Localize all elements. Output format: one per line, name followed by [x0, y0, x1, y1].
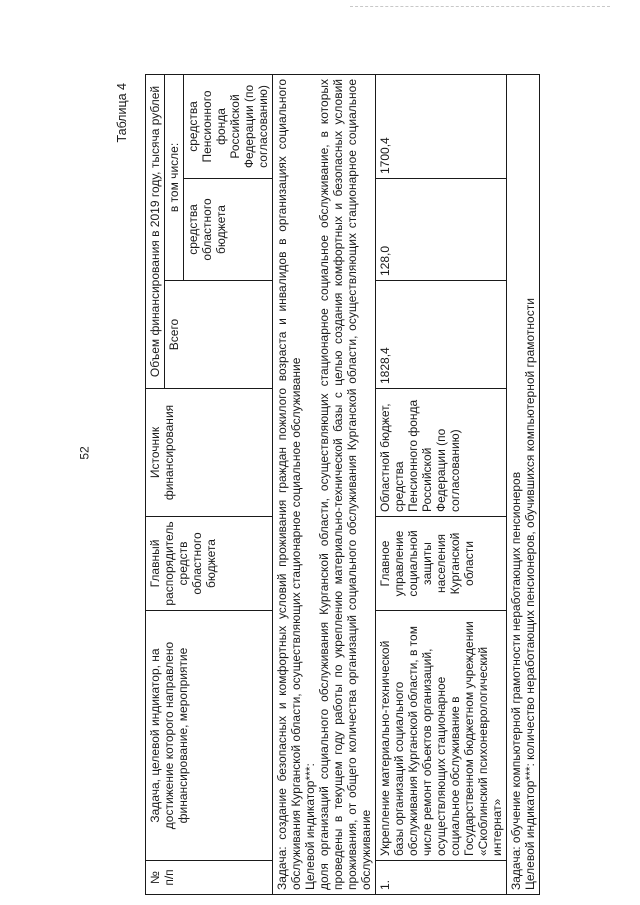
section1-task: Задача: создание безопасных и комфортных условий проживания граждан пожилого возраста и инвалидов в организациях социального обслуживания Курганской области, осуществляющих стационарное социальное обслуживание	[275, 78, 303, 890]
header-including: в том числе:	[165, 74, 184, 280]
table-header-spacer	[129, 75, 143, 895]
section2-task: Задача: обучение компьютерной грамотности неработающих пенсионеров	[509, 471, 523, 890]
section1-indicator-text: доля организаций социального обслуживания Курганской области, осуществляющих стационарное социальное обслуживание, в которых проведены в текущем году работы по укреплению материально-технической базы с целью создания комфортных и безопасных условий проживания, от общего количества организаций социального обслуживания Курганской области, осуществляющих стационарное социальное обслуживание	[317, 78, 373, 890]
section1-cell	[273, 74, 376, 894]
header-row-1	[146, 74, 165, 894]
row1-total: 1828,4	[376, 281, 507, 389]
row1-measure: Укрепление материально-технической базы организаций социального обслуживания Курганской области, в том числе ремонт объектов организаций, осуществляющих стационарное социальное обслуживание в Государственном бюджетном учреждении «Скоблинский психоневрологический интернат»	[376, 611, 507, 861]
header-volume-text: Объем финансирования в 2019 году,	[148, 171, 162, 378]
row1-pension: 1700,4	[376, 74, 507, 178]
row1-num: 1.	[376, 861, 507, 895]
row1-source: Областной бюджет, средства Пенсионного фонда Российской Федерации (по согласованию)	[376, 389, 507, 517]
page-number: 52	[77, 446, 92, 460]
header-volume-unit: тысяча рублей	[148, 85, 162, 169]
header-source: Источник финансирования	[146, 389, 273, 517]
table-caption: Таблица 4	[115, 83, 129, 143]
row1-manager: Главное управление социальной защиты населения Курганской области	[376, 517, 507, 611]
scan-edge-line	[350, 6, 610, 7]
financing-table	[145, 74, 540, 895]
section2-indicator-text: количество неработающих пенсионеров, обучившихся компьютерной грамотности	[523, 298, 537, 760]
rotated-page-content	[115, 75, 625, 895]
header-total: Всего	[165, 281, 273, 389]
header-volume	[146, 74, 165, 388]
header-regional: средства областного бюджета	[184, 179, 273, 281]
header-pension: средства Пенсионного фонда Российской Федерации (по согласованию)	[184, 74, 273, 178]
section1-row	[273, 74, 376, 894]
section2-row	[507, 74, 540, 894]
section1-indicator-label: Целевой индикатор***:	[303, 763, 317, 890]
header-task: Задача, целевой индикатор, на достижение которого направлено финансирование, мероприятие	[146, 611, 273, 861]
header-manager: Главный распорядитель средств областного бюджета	[146, 517, 273, 611]
header-num: № п/п	[146, 861, 273, 895]
section2-cell	[507, 74, 540, 894]
row1-regional: 128,0	[376, 179, 507, 281]
section2-indicator-label: Целевой индикатор***:	[523, 763, 537, 890]
table-row	[376, 74, 507, 894]
